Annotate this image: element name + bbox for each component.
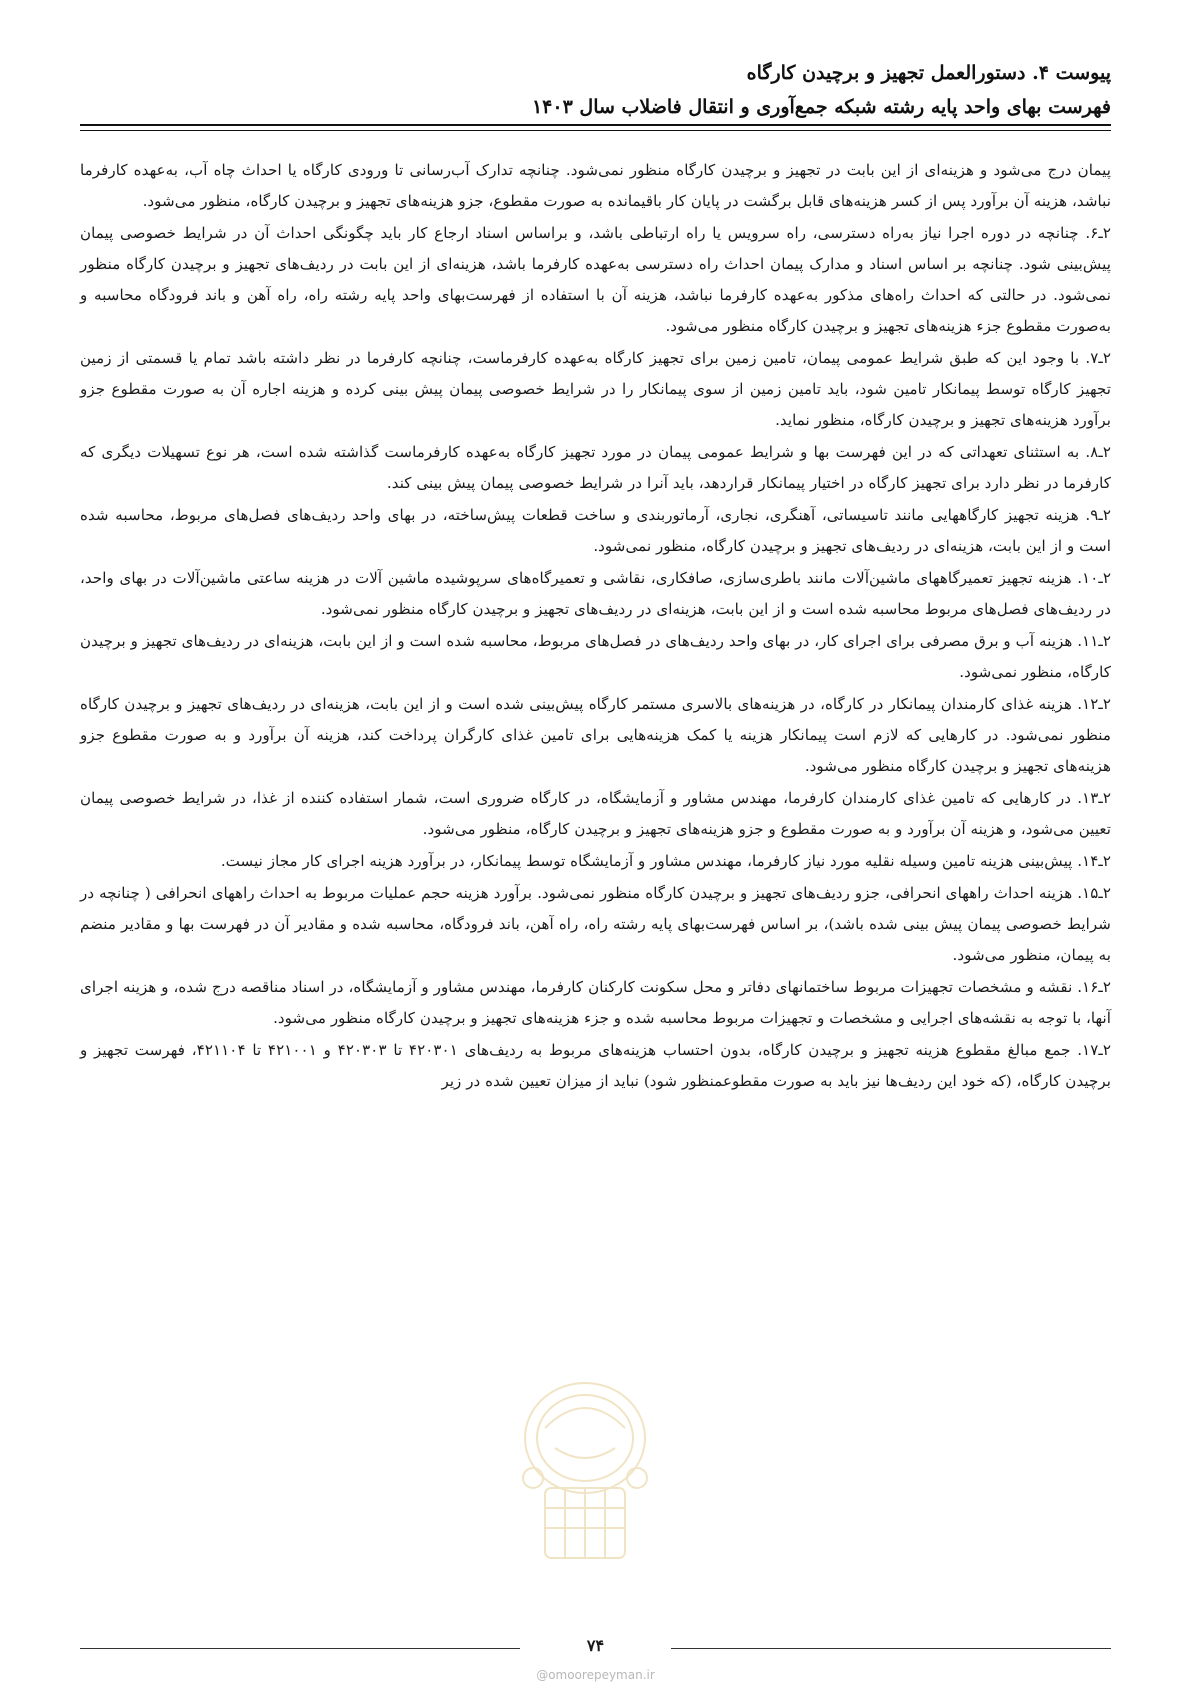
paragraph-2-6: ۲ـ۶. چنانچه در دوره اجرا نیاز به‌راه دسترسی، راه سرویس یا راه ارتباطی باشد، و براساس اسناد ارجاع کار باید چگونگی احداث آن در شرایط خصوصی پیمان پیش‌بینی شود. چنانچه بر اساس اسناد و مدارک پیمان احداث راه دسترسی به‌عهده کارفرما باشد، هزینه‌ای از این بابت در ردیف‌های تجهیز و برچیدن کارگاه منظور نمی‌شود. در حالتی که احداث راه‌های مذکور به‌عهده کارفرما نباشد، هزینه آن با استفاده از فهرست‌بهای واحد پایه رشته راه، راه آهن و باند فرودگاه محاسبه و به‌صورت مقطوع جزء هزینه‌های تجهیز و برچیدن کارگاه منظور می‌شود. (80, 224, 1111, 335)
paragraph-2-15: ۲ـ۱۵. هزینه احداث راههای انحرافی، جزو ردیف‌های تجهیز و برچیدن کارگاه منظور نمی‌شود. برآورد هزینه حجم عملیات مربوط به احداث راههای انحرافی ( چنانچه در شرایط خصوصی پیمان پیش بینی شده باشد)، بر اساس فهرست‌بهای پایه رشته راه، راه آهن، باند فرودگاه، محاسبه شده و مقادیر آن در فهرست بها و مقادیر منضم به پیمان، منظور می‌شود. (80, 884, 1111, 964)
paragraph-2-9: ۲ـ۹. هزینه تجهیز کارگاههایی مانند تاسیساتی، آهنگری، نجاری، آرماتوربندی و ساخت قطعات پیش‌ساخته، در بهای واحد ردیف‌های فصل‌های مربوط، محاسبه شده است و از این بابت، هزینه‌ای در ردیف‌های تجهیز و برچیدن کارگاه، منظور نمی‌شود. (80, 506, 1111, 555)
paragraph-2-12: ۲ـ۱۲. هزینه غذای کارمندان پیمانکار در کارگاه، در هزینه‌های بالاسری مستمر کارگاه پیش‌بینی شده است و از این بابت، هزینه‌ای در ردیف‌های تجهیز و برچیدن کارگاه منظور نمی‌شود. در کارهایی که لازم است پیمانکار هزینه یا کمک هزینه‌هایی برای تامین غذای کارگران پرداخت کند، هزینه آن برآورد و به صورت مقطوع جزو هزینه‌های تجهیز و برچیدن کارگاه منظور می‌شود. (80, 695, 1111, 775)
paragraph-2-7: ۲ـ۷. با وجود این که طبق شرایط عمومی پیمان، تامین زمین برای تجهیز کارگاه به‌عهده کارفرماست، چنانچه کارفرما در نظر داشته باشد تمام یا قسمتی از زمین تجهیز کارگاه توسط پیمانکار تامین شود، باید تامین زمین از سوی پیمانکار را در شرایط خصوصی پیمان پیش بینی کرده و هزینه اجاره آن به صورت مقطوع جزو برآورد هزینه‌های تجهیز و برچیدن کارگاه، منظور نماید. (80, 349, 1111, 429)
document-body (80, 155, 1111, 1098)
page-number: ۷۴ (586, 1636, 605, 1655)
price-list-title: فهرست بهای واحد پایه رشته شبکه جمع‌آوری و انتقال فاضلاب سال ۱۴۰۳ (531, 96, 1111, 118)
appendix-title: پیوست ۴. دستورالعمل تجهیز و برچیدن کارگاه (746, 62, 1111, 84)
paragraph-2-10: ۲ـ۱۰. هزینه تجهیز تعمیرگاههای ماشین‌آلات مانند باطری‌سازی، صافکاری، نقاشی و تعمیرگاه‌های سرپوشیده ماشین آلات در هزینه ساعتی ماشین‌آلات در بهای واحد، در ردیف‌های فصل‌های مربوط محاسبه شده است و از این بابت، هزینه‌ای در ردیف‌های تجهیز و برچیدن کارگاه منظور نمی‌شود. (80, 569, 1111, 618)
seal-watermark-icon (505, 1368, 665, 1568)
paragraph-2-8: ۲ـ۸. به استثنای تعهداتی که در این فهرست بها و شرایط عمومی پیمان در مورد تجهیز کارگاه به‌عهده کارفرماست گذاشته شده است، هر نوع تسهیلات دیگری که کارفرما در نظر دارد برای تجهیز کارگاه در اختیار پیمانکار قراردهد، باید آنرا در شرایط خصوصی پیمان پیش بینی کند. (80, 443, 1111, 492)
page-header (80, 56, 1111, 124)
paragraph-2-17: ۲ـ۱۷. جمع مبالغ مقطوع هزینه تجهیز و برچیدن کارگاه، بدون احتساب هزینه‌های مربوط به ردیف‌های ۴۲۰۳۰۱ تا ۴۲۰۳۰۳ و ۴۲۱۰۰۱ تا ۴۲۱۱۰۴، فهرست تجهیز و برچیدن کارگاه، (که خود این ردیف‌ها نیز باید به صورت مقطوعمنظور شود) نباید از میزان تعیین شده در زیر (80, 1041, 1111, 1090)
paragraph-2-13: ۲ـ۱۳. در کارهایی که تامین غذای کارمندان کارفرما، مهندس مشاور و آزمایشگاه، در کارگاه ضروری است، شمار استفاده کننده از غذا، در شرایط خصوصی پیمان تعیین می‌شود، و هزینه آن برآورد و به صورت مقطوع و جزو هزینه‌های تجهیز و برچیدن کارگاه، منظور می‌شود. (80, 789, 1111, 838)
header-divider-thick (80, 124, 1111, 126)
paragraph-2-11: ۲ـ۱۱. هزینه آب و برق مصرفی برای اجرای کار، در بهای واحد ردیف‌های در فصل‌های مربوط، محاسبه شده است و از این بابت، هزینه‌ای در ردیف‌های تجهیز و برچیدن کارگاه، منظور نمی‌شود. (80, 632, 1111, 681)
paragraph-2-16: ۲ـ۱۶. نقشه و مشخصات تجهیزات مربوط ساختمانهای دفاتر و محل سکونت کارکنان کارفرما، مهندس مشاور و آزمایشگاه، در اسناد مناقصه درج شده، و هزینه اجرای آنها، با توجه به نقشه‌های اجرایی و مشخصات و تجهیزات مربوط محاسبه شده و جزء هزینه‌های تجهیز و برچیدن کارگاه منظور می‌شود. (80, 978, 1111, 1027)
source-watermark-text: @omoorepeyman.ir (536, 1668, 655, 1682)
paragraph-continued: پیمان درج می‌شود و هزینه‌ای از این بابت در تجهیز و برچیدن کارگاه منظور نمی‌شود. چنانچه تدارک آب‌رسانی تا ورودی کارگاه یا احداث چاه آب، به‌عهده کارفرما نباشد، هزینه آن برآورد پس از کسر هزینه‌های قابل برگشت در پایان کار باقیمانده به صورت مقطوع، جزو هزینه‌های تجهیز و برچیدن کارگاه، منظور می‌شود. (80, 161, 1111, 210)
header-divider-thin (80, 130, 1111, 131)
paragraph-2-14: ۲ـ۱۴. پیش‌بینی هزینه تامین وسیله نقلیه مورد نیاز کارفرما، مهندس مشاور و آزمایشگاه توسط پیمانکار، در برآورد هزینه اجرای کار مجاز نیست. (220, 852, 1111, 870)
